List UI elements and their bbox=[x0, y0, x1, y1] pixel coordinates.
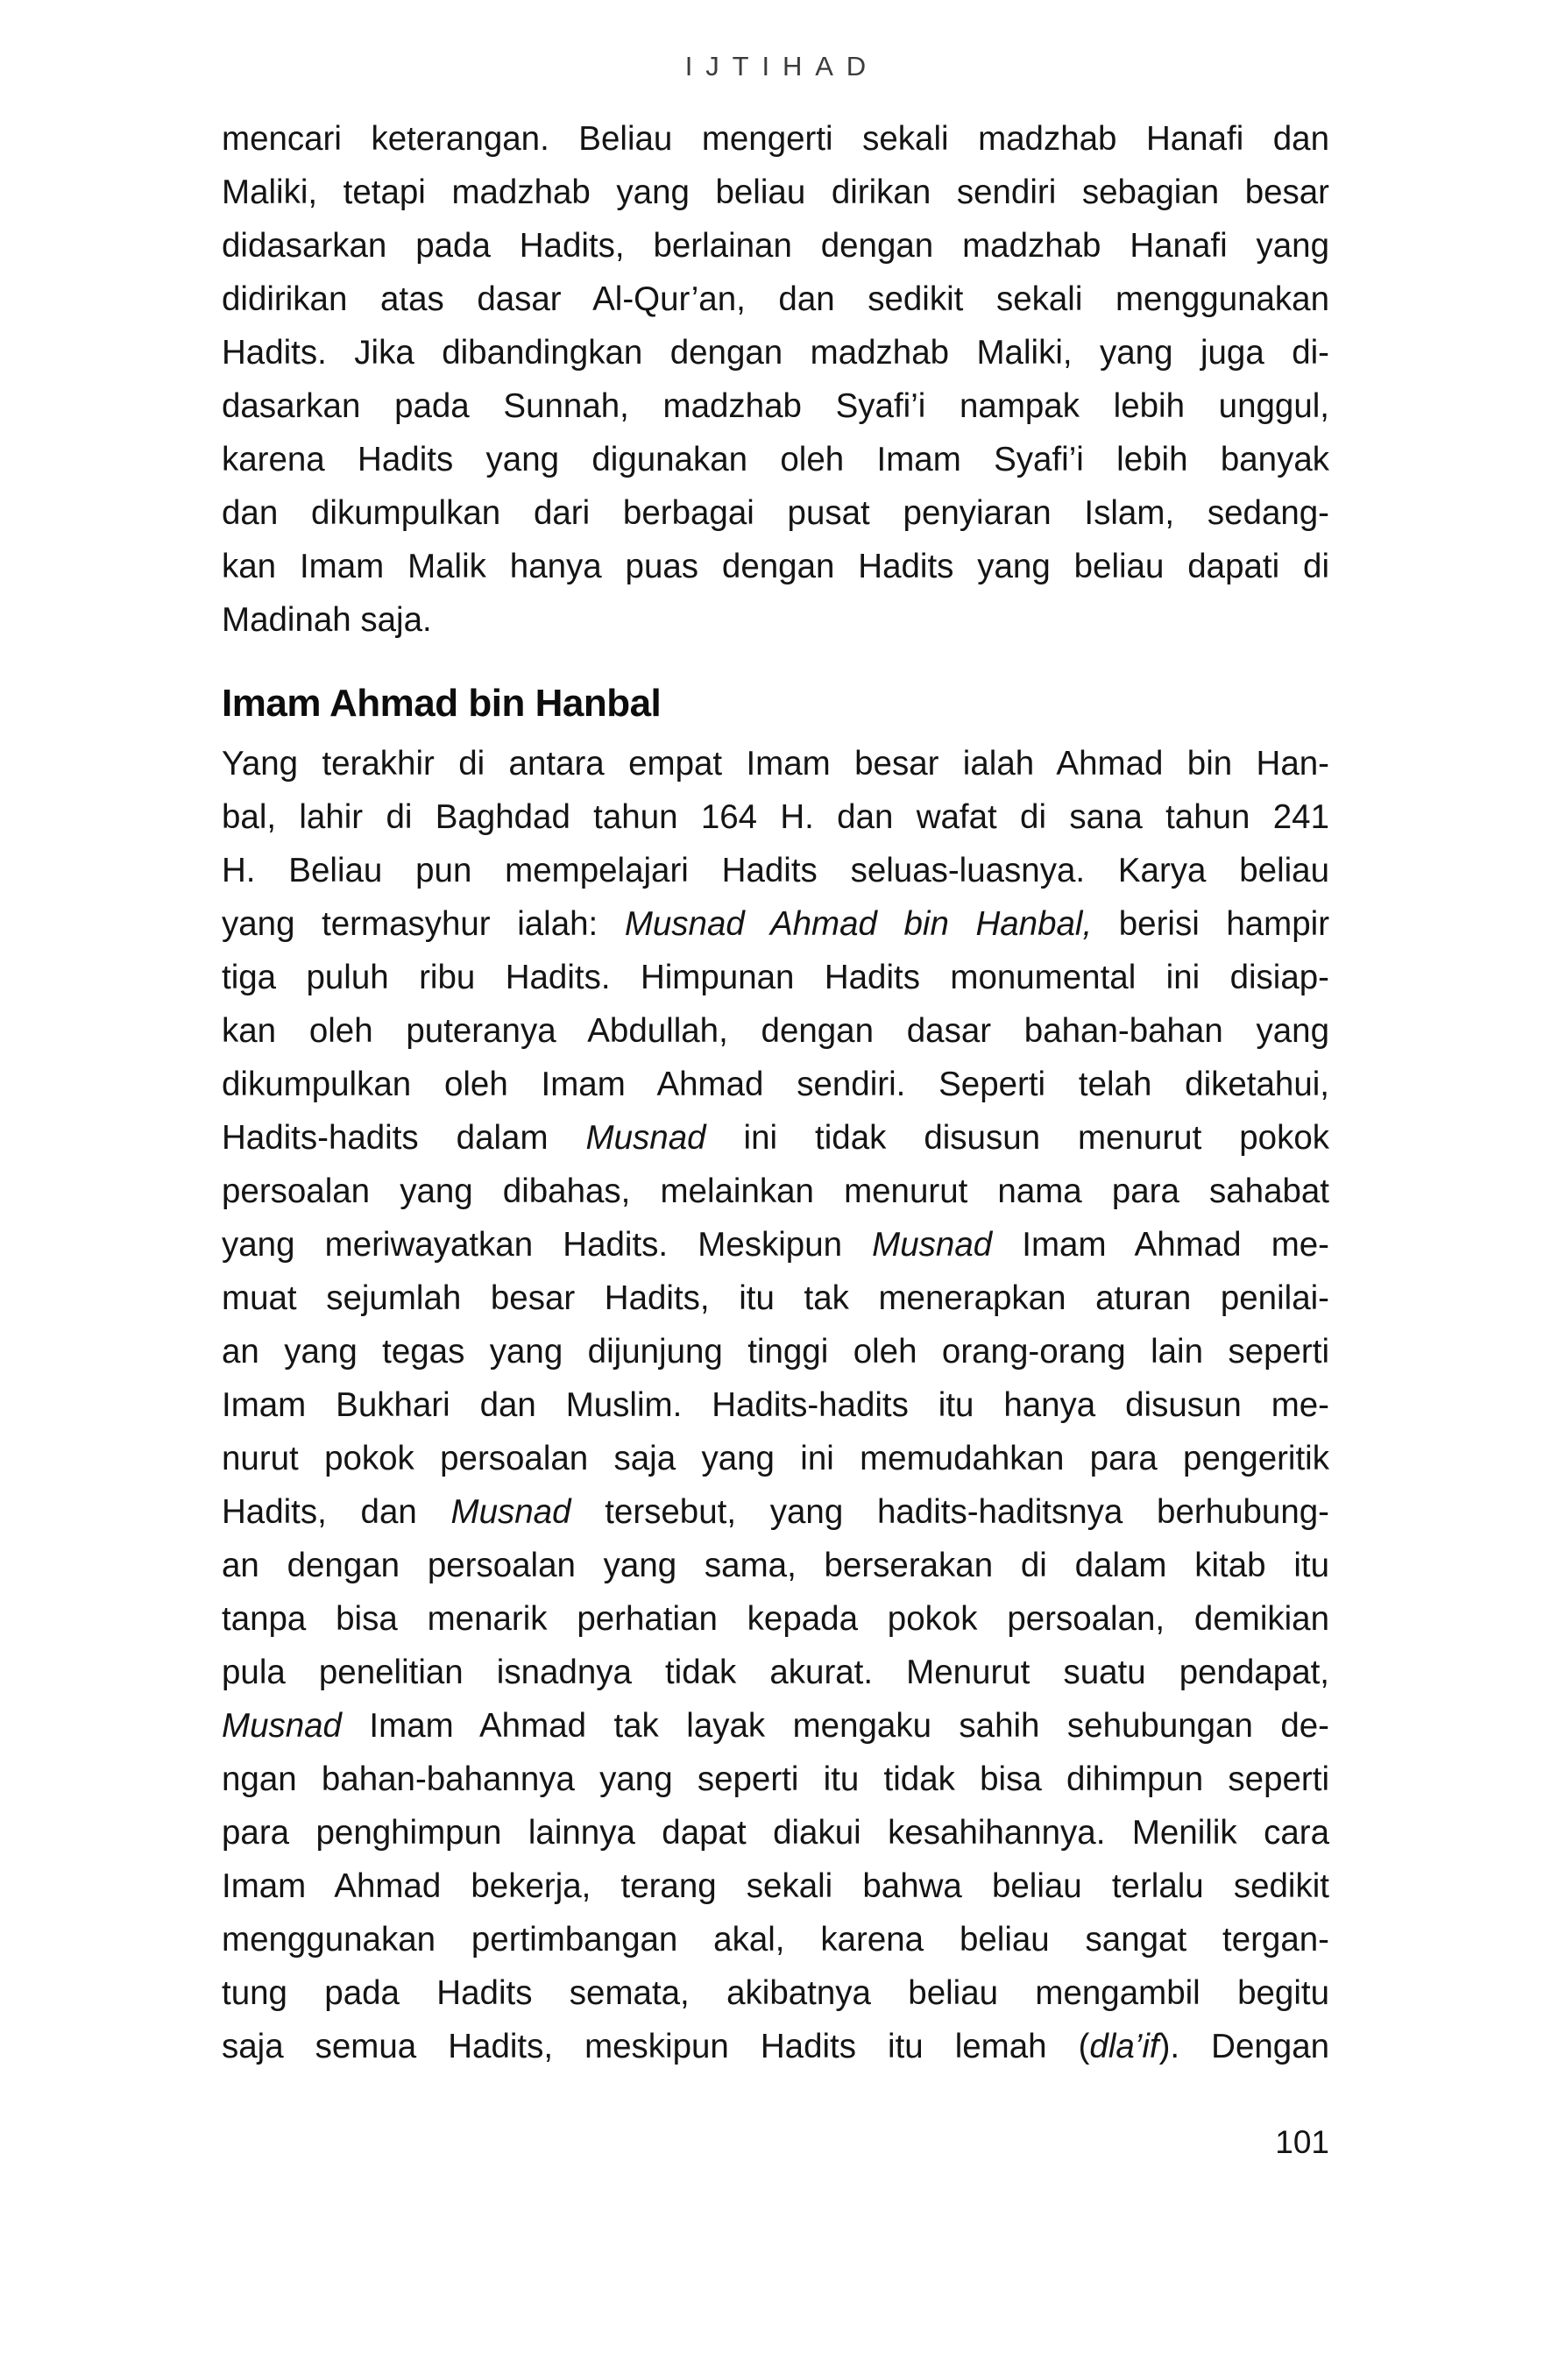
text-line bbox=[222, 1966, 1329, 2020]
text-line bbox=[222, 1218, 1329, 1271]
text-segment: tung pada Hadits semata, akibatnya beliau mengambil begitu bbox=[222, 1973, 1329, 2012]
text-line bbox=[222, 1485, 1329, 1539]
text-segment: tanpa bisa menarik perhatian kepada pokok persoalan, demikian bbox=[222, 1599, 1329, 1638]
text-line bbox=[222, 486, 1329, 540]
text-line bbox=[222, 951, 1329, 1004]
text-line bbox=[222, 1271, 1329, 1325]
text-line bbox=[222, 1432, 1329, 1485]
text-line bbox=[222, 593, 1329, 647]
text-segment: kan oleh puteranya Abdullah, dengan dasar bahan-bahan yang bbox=[222, 1011, 1329, 1050]
text-segment: mencari keterangan. Beliau mengerti sekali madzhab Hanafi dan bbox=[222, 120, 1329, 158]
text-segment: persoalan yang dibahas, melainkan menurut nama para sahabat bbox=[222, 1172, 1329, 1210]
text-segment: menggunakan pertimbangan akal, karena beliau sangat tergan- bbox=[222, 1920, 1329, 1959]
text-blocks bbox=[222, 112, 1329, 2073]
text-segment: kan Imam Malik hanya puas dengan Hadits yang beliau dapati di bbox=[222, 548, 1329, 585]
text-segment: Madinah saja. bbox=[222, 601, 432, 639]
text-line bbox=[222, 433, 1329, 486]
text-segment: Hadits, dan bbox=[222, 1492, 451, 1531]
text-segment: an yang tegas yang dijunjung tinggi oleh orang-orang lain seperti bbox=[222, 1332, 1329, 1371]
text-line bbox=[222, 790, 1329, 844]
text-segment: an dengan persoalan yang sama, berserakan di dalam kitab itu bbox=[222, 1546, 1329, 1584]
text-line bbox=[222, 1806, 1329, 1859]
text-segment: Imam Ahmad me- bbox=[992, 1225, 1329, 1264]
text-segment: pula penelitian isnadnya tidak akurat. Menurut suatu pendapat, bbox=[222, 1653, 1329, 1691]
text-segment: berisi hampir bbox=[1092, 904, 1330, 943]
italic-text-segment: Musnad bbox=[450, 1492, 571, 1531]
text-line bbox=[222, 1913, 1329, 1966]
section-heading: Imam Ahmad bin Hanbal bbox=[222, 682, 662, 725]
text-line bbox=[222, 1165, 1329, 1218]
italic-text-segment: Musnad bbox=[222, 1706, 342, 1745]
text-segment: Maliki, tetapi madzhab yang beliau dirikan sendiri sebagian besar bbox=[222, 174, 1329, 211]
text-segment: ngan bahan-bahannya yang seperti itu tidak bisa dihimpun seperti bbox=[222, 1760, 1329, 1798]
text-segment: dasarkan pada Sunnah, madzhab Syafi’i nampak lebih unggul, bbox=[222, 387, 1329, 425]
paragraph bbox=[222, 737, 1329, 2073]
text-segment: Hadits-hadits dalam bbox=[222, 1118, 586, 1157]
text-line bbox=[222, 1325, 1329, 1378]
text-line bbox=[222, 1111, 1329, 1165]
text-line bbox=[222, 1646, 1329, 1699]
text-segment: yang meriwayatkan Hadits. Meskipun bbox=[222, 1225, 873, 1264]
text-segment: didirikan atas dasar Al-Qur’an, dan sedikit sekali menggunakan bbox=[222, 280, 1329, 318]
text-segment: Yang terakhir di antara empat Imam besar ialah Ahmad bin Han- bbox=[222, 744, 1329, 783]
text-segment: tersebut, yang hadits-haditsnya berhubung- bbox=[570, 1492, 1329, 1531]
text-line bbox=[222, 219, 1329, 273]
text-line bbox=[222, 540, 1329, 593]
text-line bbox=[222, 1058, 1329, 1111]
text-segment: muat sejumlah besar Hadits, itu tak menerapkan aturan penilai- bbox=[222, 1279, 1329, 1317]
page-number: 101 bbox=[1275, 2123, 1329, 2160]
text-line bbox=[222, 844, 1329, 897]
text-line bbox=[222, 326, 1329, 379]
running-header: IJTIHAD bbox=[684, 51, 880, 81]
text-line bbox=[222, 2020, 1329, 2073]
text-segment: saja semua Hadits, meskipun Hadits itu lemah ( bbox=[222, 2027, 1090, 2065]
text-line bbox=[222, 1378, 1329, 1432]
text-line bbox=[222, 166, 1329, 219]
text-segment: ). Dengan bbox=[1158, 2027, 1330, 2065]
text-line bbox=[222, 737, 1329, 790]
text-line bbox=[222, 1699, 1329, 1753]
text-segment: dikumpulkan oleh Imam Ahmad sendiri. Seperti telah diketahui, bbox=[222, 1065, 1329, 1103]
italic-text-segment: Musnad Ahmad bin Hanbal, bbox=[624, 904, 1093, 943]
text-segment: para penghimpun lainnya dapat diakui kesahihannya. Menilik cara bbox=[222, 1813, 1329, 1852]
text-segment: bal, lahir di Baghdad tahun 164 H. dan wafat di sana tahun 241 bbox=[222, 797, 1329, 836]
text-segment: ini tidak disusun menurut pokok bbox=[705, 1118, 1330, 1157]
text-segment: tiga puluh ribu Hadits. Himpunan Hadits monumental ini disiap- bbox=[222, 958, 1329, 996]
text-segment: karena Hadits yang digunakan oleh Imam Syafi’i lebih banyak bbox=[222, 441, 1329, 478]
text-segment: Imam Bukhari dan Muslim. Hadits-hadits itu hanya disusun me- bbox=[222, 1385, 1329, 1424]
text-line bbox=[222, 273, 1329, 326]
text-segment: Imam Ahmad tak layak mengaku sahih sehubungan de- bbox=[341, 1706, 1329, 1745]
text-line bbox=[222, 1859, 1329, 1913]
text-line bbox=[222, 1592, 1329, 1646]
text-segment: didasarkan pada Hadits, berlainan dengan madzhab Hanafi yang bbox=[222, 227, 1329, 265]
text-segment: Imam Ahmad bekerja, terang sekali bahwa beliau terlalu sedikit bbox=[222, 1866, 1329, 1905]
text-line bbox=[222, 112, 1329, 166]
text-line bbox=[222, 897, 1329, 951]
italic-text-segment: Musnad bbox=[585, 1118, 706, 1157]
italic-text-segment: dla’if bbox=[1089, 2027, 1159, 2065]
text-segment: nurut pokok persoalan saja yang ini memudahkan para pengeritik bbox=[222, 1439, 1329, 1477]
text-line bbox=[222, 1539, 1329, 1592]
italic-text-segment: Musnad bbox=[872, 1225, 993, 1264]
text-segment: dan dikumpulkan dari berbagai pusat penyiaran Islam, sedang- bbox=[222, 494, 1329, 532]
text-segment: H. Beliau pun mempelajari Hadits seluas-luasnya. Karya beliau bbox=[222, 851, 1329, 889]
paragraph bbox=[222, 112, 1329, 647]
text-line bbox=[222, 379, 1329, 433]
text-line bbox=[222, 1753, 1329, 1806]
text-segment: Hadits. Jika dibandingkan dengan madzhab Maliki, yang juga di- bbox=[222, 334, 1329, 372]
text-segment: yang termasyhur ialah: bbox=[222, 904, 625, 943]
text-line bbox=[222, 1004, 1329, 1058]
